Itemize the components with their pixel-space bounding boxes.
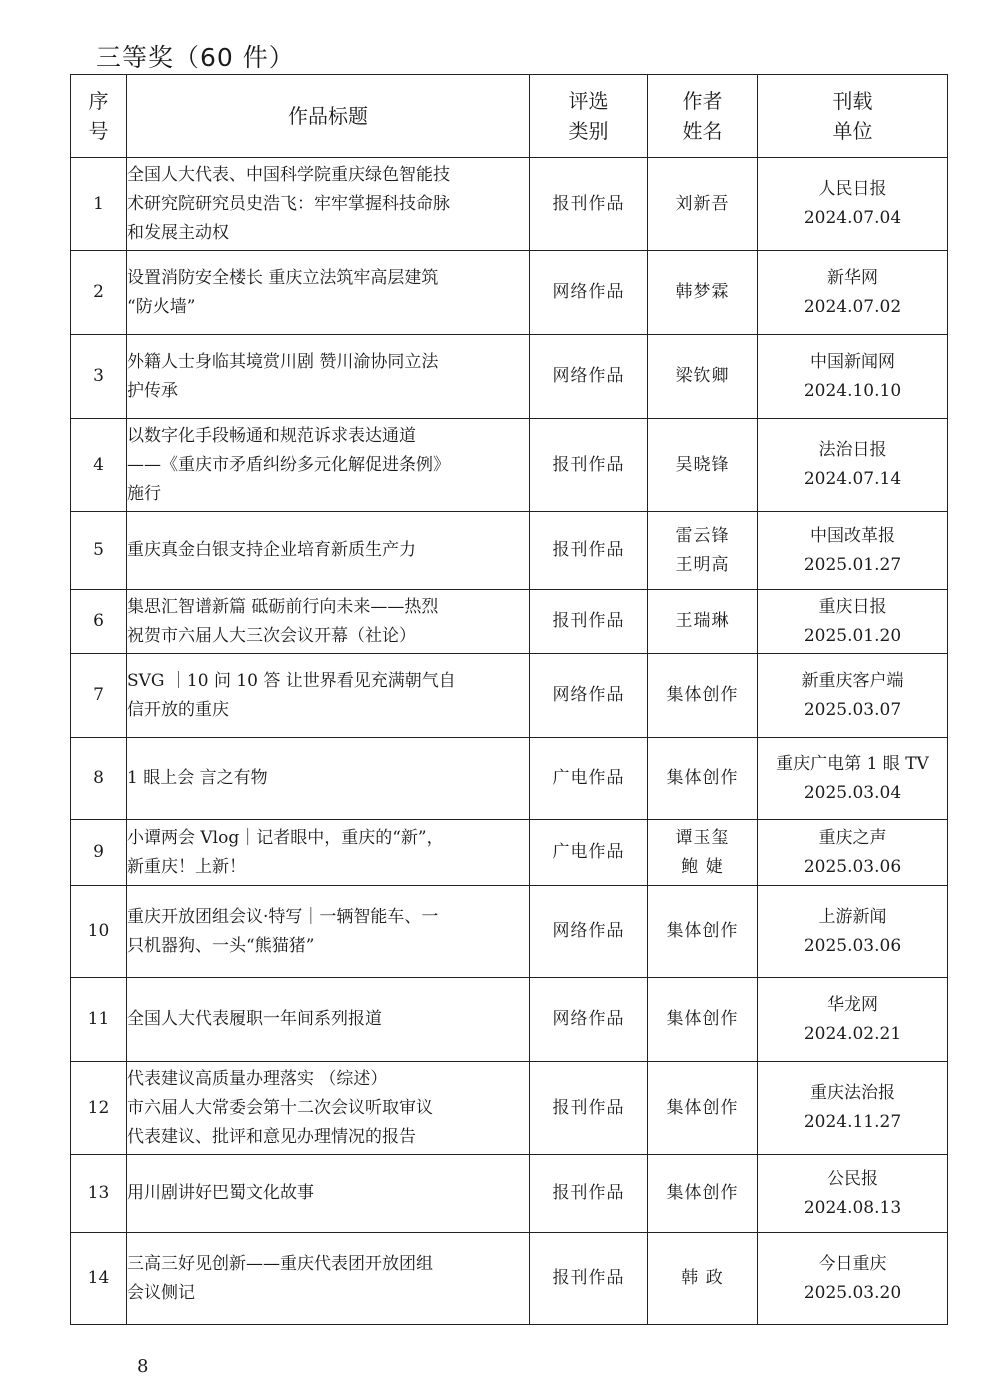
publication-name: 人民日报: [818, 179, 887, 199]
cell-publication: [758, 158, 948, 251]
title-line: 集思汇智谱新篇 砥砺前行向未来——热烈: [127, 596, 439, 617]
cell-publication: [758, 820, 948, 886]
title-line: 术研究院研究员史浩飞：牢牢掌握科技命脉: [127, 193, 450, 214]
author-name: 梁钦卿: [675, 366, 730, 386]
cell-title: [127, 1155, 530, 1233]
cell-title: [127, 1062, 530, 1155]
publication-date: 2025.01.27: [803, 554, 902, 575]
title-line: 祝贺市六届人大三次会议开幕（社论）: [127, 625, 416, 646]
title-line: “防火墙”: [127, 296, 196, 317]
cell-category: 报刊作品: [530, 1155, 648, 1233]
cell-title: [127, 820, 530, 886]
title-line: SVG ｜10 问 10 答 让世界看见充满朝气自: [127, 670, 456, 691]
cell-category: 报刊作品: [530, 512, 648, 590]
cell-publication: [758, 335, 948, 419]
cell-publication: [758, 1062, 948, 1155]
table-row: [71, 512, 948, 590]
cell-publication: [758, 251, 948, 335]
publication-date: 2024.08.13: [803, 1197, 902, 1218]
publication-date: 2025.03.07: [803, 699, 902, 720]
header-title-line: 作品标题: [288, 104, 368, 128]
cell-category: 网络作品: [530, 335, 648, 419]
table-row: [71, 1062, 948, 1155]
title-line: 重庆开放团组会议·特写｜一辆智能车、一: [127, 906, 439, 927]
table-row: [71, 419, 948, 512]
header-category-line: 评选: [568, 89, 609, 113]
cell-publication: [758, 1233, 948, 1325]
cell-author: [648, 654, 758, 738]
title-line: 代表建议、批评和意见办理情况的报告: [127, 1126, 416, 1147]
cell-title: [127, 419, 530, 512]
title-line: 只机器狗、一头“熊猫猪”: [127, 935, 315, 956]
publication-date: 2024.07.04: [803, 208, 902, 228]
title-line: 信开放的重庆: [127, 699, 229, 720]
title-line: 护传承: [127, 380, 178, 401]
cell-category: 广电作品: [530, 820, 648, 886]
publication-date: 2024.11.27: [803, 1112, 902, 1132]
header-category: [530, 75, 648, 158]
cell-author: [648, 886, 758, 978]
title-line: ——《重庆市矛盾纠纷多元化解促进条例》: [127, 454, 450, 475]
cell-no: 6: [71, 590, 127, 654]
cell-title: [127, 335, 530, 419]
cell-category: 网络作品: [530, 654, 648, 738]
publication-date: 2025.03.06: [803, 935, 902, 956]
cell-author: [648, 419, 758, 512]
cell-no: 12: [71, 1062, 127, 1155]
author-name: 集体创作: [666, 1097, 739, 1118]
cell-category: 网络作品: [530, 978, 648, 1062]
cell-publication: [758, 654, 948, 738]
cell-no: 2: [71, 251, 127, 335]
cell-author: [648, 820, 758, 886]
publication-name: 华龙网: [827, 994, 878, 1015]
cell-no: 3: [71, 335, 127, 419]
table-row: [71, 590, 948, 654]
cell-category: 报刊作品: [530, 419, 648, 512]
publication-date: 2024.07.14: [803, 469, 902, 489]
cell-publication: [758, 738, 948, 820]
cell-author: [648, 978, 758, 1062]
publication-name: 法治日报: [818, 440, 887, 460]
title-line: 设置消防安全楼长 重庆立法筑牢高层建筑: [127, 267, 439, 288]
header-author-line: 姓名: [682, 119, 723, 143]
cell-title: [127, 1233, 530, 1325]
cell-author: [648, 158, 758, 251]
cell-title: [127, 590, 530, 654]
title-line: 全国人大代表履职一年间系列报道: [127, 1009, 382, 1029]
section-title: 三等奖（60 件）: [96, 43, 295, 72]
cell-author: [648, 512, 758, 590]
cell-author: [648, 335, 758, 419]
publication-name: 重庆法治报: [810, 1083, 895, 1103]
table-header-row: [71, 75, 948, 158]
publication-date: 2025.03.06: [803, 856, 902, 877]
cell-title: [127, 158, 530, 251]
publication-date: 2024.02.21: [803, 1023, 902, 1044]
cell-title: [127, 886, 530, 978]
cell-category: 网络作品: [530, 886, 648, 978]
author-name: 韩梦霖: [675, 282, 730, 302]
author-name: 刘新吾: [675, 193, 730, 214]
cell-no: 7: [71, 654, 127, 738]
title-line: 小谭两会 Vlog｜记者眼中，重庆的“新”，: [127, 827, 444, 848]
cell-title: [127, 738, 530, 820]
table-row: [71, 335, 948, 419]
cell-category: 报刊作品: [530, 1062, 648, 1155]
title-line: 施行: [127, 483, 161, 504]
table-row: [71, 1155, 948, 1233]
cell-title: [127, 654, 530, 738]
publication-name: 重庆广电第 1 眼 TV: [776, 753, 929, 774]
table-row: [71, 738, 948, 820]
header-no: [71, 75, 127, 158]
publication-name: 今日重庆: [818, 1253, 887, 1274]
table-row: [71, 820, 948, 886]
cell-author: [648, 738, 758, 820]
cell-author: [648, 1062, 758, 1155]
cell-no: 1: [71, 158, 127, 251]
author-name: 谭玉玺: [675, 827, 730, 848]
author-name: 雷云锋: [675, 525, 730, 546]
cell-no: 11: [71, 978, 127, 1062]
title-line: 市六届人大常委会第十二次会议听取审议: [127, 1097, 433, 1118]
cell-category: 报刊作品: [530, 1233, 648, 1325]
publication-date: 2024.07.02: [803, 296, 902, 317]
cell-no: 4: [71, 419, 127, 512]
author-name: 韩 政: [681, 1268, 724, 1288]
author-name: 吴晓锋: [675, 454, 730, 475]
publication-name: 新重庆客户端: [801, 670, 904, 691]
cell-author: [648, 1155, 758, 1233]
cell-category: 广电作品: [530, 738, 648, 820]
cell-author: [648, 251, 758, 335]
publication-name: 公民报: [827, 1168, 878, 1189]
cell-publication: [758, 886, 948, 978]
cell-publication: [758, 590, 948, 654]
header-title: [127, 75, 530, 158]
publication-name: 上游新闻: [818, 906, 887, 927]
publication-name: 重庆日报: [818, 596, 887, 617]
title-line: 会议侧记: [127, 1282, 195, 1303]
table-row: [71, 158, 948, 251]
title-line: 用川剧讲好巴蜀文化故事: [127, 1183, 314, 1203]
table-row: [71, 1233, 948, 1325]
table-row: [71, 251, 948, 335]
author-name: 集体创作: [666, 685, 739, 705]
cell-publication: [758, 512, 948, 590]
author-name: 王明高: [675, 554, 730, 575]
cell-title: [127, 251, 530, 335]
table-row: [71, 886, 948, 978]
cell-no: 9: [71, 820, 127, 886]
header-publication: [758, 75, 948, 158]
awards-table: [70, 74, 948, 1325]
title-line: 以数字化手段畅通和规范诉求表达通道: [127, 425, 416, 446]
header-no-line: 序: [88, 89, 109, 113]
cell-publication: [758, 1155, 948, 1233]
author-name: 集体创作: [666, 1183, 739, 1203]
publication-date: 2025.01.20: [803, 625, 902, 646]
publication-date: 2025.03.20: [803, 1282, 902, 1303]
cell-no: 13: [71, 1155, 127, 1233]
publication-name: 中国改革报: [810, 525, 895, 546]
table-row: [71, 978, 948, 1062]
header-no-line: 号: [88, 119, 109, 143]
author-name: 鲍 婕: [681, 856, 724, 877]
cell-no: 10: [71, 886, 127, 978]
title-line: 重庆真金白银支持企业培育新质生产力: [127, 540, 416, 560]
publication-name: 新华网: [827, 267, 878, 288]
cell-title: [127, 978, 530, 1062]
header-author: [648, 75, 758, 158]
title-line: 外籍人士身临其境赏川剧 赞川渝协同立法: [127, 351, 439, 372]
page-number: 8: [137, 1356, 149, 1377]
publication-name: 中国新闻网: [810, 351, 895, 372]
cell-author: [648, 590, 758, 654]
cell-no: 8: [71, 738, 127, 820]
header-author-line: 作者: [682, 89, 723, 113]
cell-no: 5: [71, 512, 127, 590]
publication-name: 重庆之声: [818, 827, 887, 848]
title-line: 新重庆！上新！: [127, 856, 246, 877]
title-line: 和发展主动权: [127, 222, 229, 243]
header-category-line: 类别: [568, 119, 609, 143]
title-line: 全国人大代表、中国科学院重庆绿色智能技: [127, 164, 450, 185]
author-name: 集体创作: [666, 768, 739, 788]
publication-date: 2025.03.04: [803, 782, 902, 803]
cell-publication: [758, 978, 948, 1062]
cell-category: 报刊作品: [530, 590, 648, 654]
title-line: 1 眼上会 言之有物: [127, 768, 268, 788]
header-publication-line: 单位: [832, 119, 873, 143]
table-row: [71, 654, 948, 738]
cell-category: 报刊作品: [530, 158, 648, 251]
cell-no: 14: [71, 1233, 127, 1325]
cell-publication: [758, 419, 948, 512]
publication-date: 2024.10.10: [803, 380, 902, 401]
cell-title: [127, 512, 530, 590]
author-name: 王瑞琳: [675, 611, 730, 631]
title-line: 代表建议高质量办理落实 （综述）: [127, 1068, 388, 1089]
title-line: 三高三好见创新——重庆代表团开放团组: [127, 1253, 433, 1274]
header-publication-line: 刊载: [832, 89, 873, 113]
cell-category: 网络作品: [530, 251, 648, 335]
author-name: 集体创作: [666, 921, 739, 941]
cell-author: [648, 1233, 758, 1325]
author-name: 集体创作: [666, 1009, 739, 1029]
